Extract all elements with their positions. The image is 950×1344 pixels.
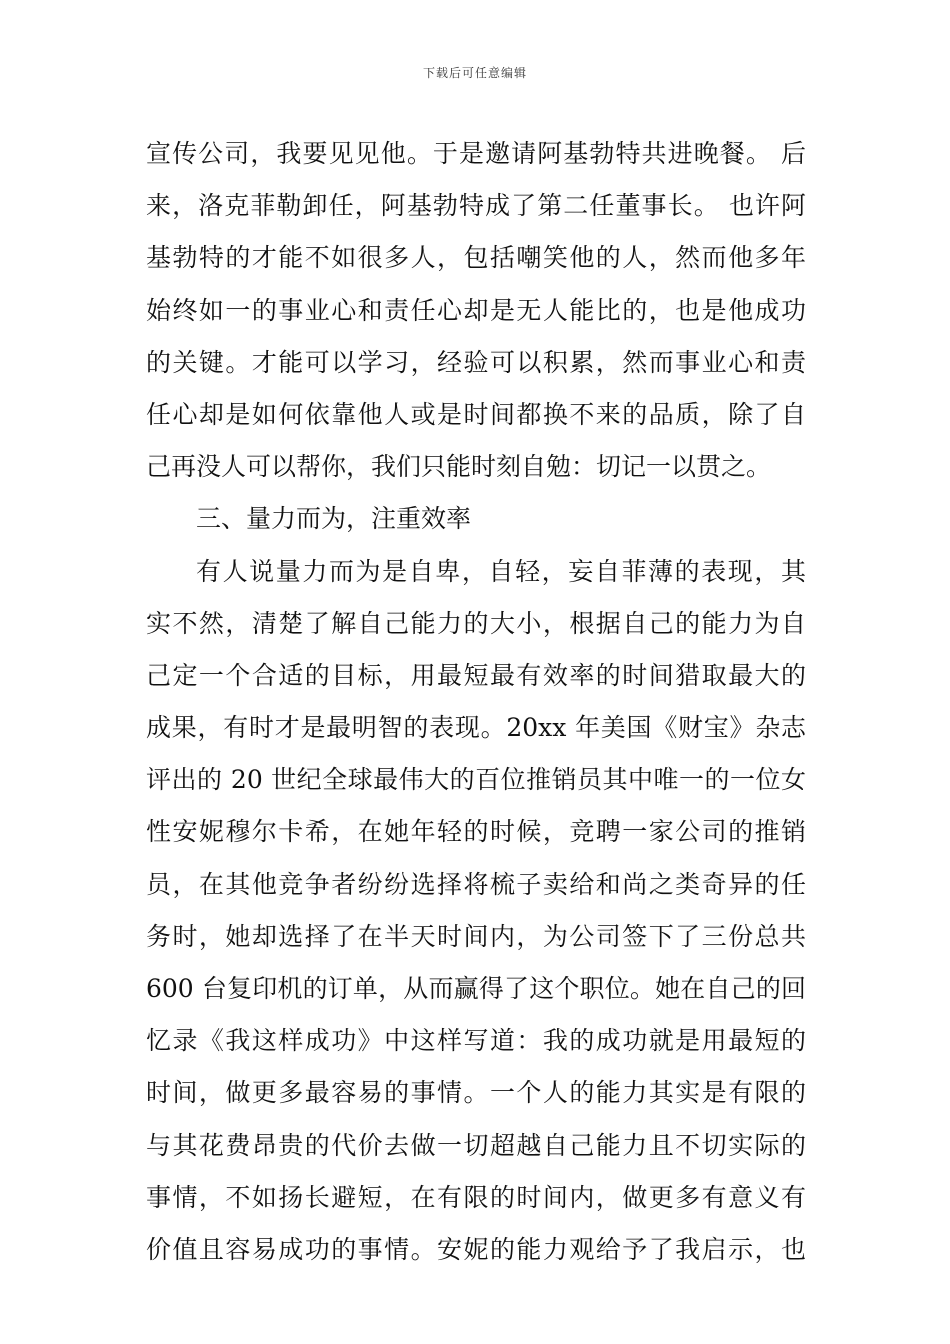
text-line: 与其花费昂贵的代价去做一切超越自己能力且不切实际的 [146,1130,806,1160]
text-line: 始终如一的事业心和责任心却是无人能比的，也是他成功 [146,295,806,325]
text-line: 己定一个合适的目标，用最短最有效率的时间猎取最大的 [146,660,806,690]
text-line: 己再没人可以帮你，我们只能时刻自勉：切记一以贯之。 [146,452,772,482]
document-body [146,128,806,1276]
text-line: 事情，不如扬长避短，在有限的时间内，做更多有意义有 [146,1182,806,1212]
text-line: 600 台复印机的订单，从而赢得了这个职位。她在自己的回 [146,974,806,1003]
text-line: 时间，做更多最容易的事情。一个人的能力其实是有限的 [146,1078,806,1108]
text-line: 来，洛克菲勒卸任，阿基勃特成了第二任董事长。 也许阿 [146,191,806,221]
page-header-note: 下载后可任意编辑 [422,66,527,80]
text-line: 有人说量力而为是自卑，自轻，妄自菲薄的表现，其 [196,556,806,586]
text-line: 价值且容易成功的事情。安妮的能力观给予了我启示，也 [146,1234,806,1264]
text-line: 实不然，清楚了解自己能力的大小，根据自己的能力为自 [146,608,806,638]
text-line: 的关键。才能可以学习，经验可以积累，然而事业心和责 [146,347,806,377]
text-line: 宣传公司，我要见见他。于是邀请阿基勃特共进晚餐。 后 [146,139,806,168]
text-line: 评出的 20 世纪全球最伟大的百位推销员其中唯一的一位女 [146,765,806,795]
text-line: 忆录《我这样成功》中这样写道：我的成功就是用最短的 [146,1026,806,1056]
text-line: 性安妮穆尔卡希，在她年轻的时候，竞聘一家公司的推销 [146,817,806,847]
text-line: 基勃特的才能不如很多人，包括嘲笑他的人，然而他多年 [146,243,806,273]
text-line: 员，在其他竞争者纷纷选择将梳子卖给和尚之类奇异的任 [146,869,806,899]
text-line: 成果，有时才是最明智的表现。20xx 年美国《财宝》杂志 [146,713,806,743]
text-line: 务时，她却选择了在半天时间内，为公司签下了三份总共 [146,921,806,951]
section-heading: 三、量力而为，注重效率 [196,504,472,534]
text-line: 任心却是如何依靠他人或是时间都换不来的品质，除了自 [146,399,806,429]
